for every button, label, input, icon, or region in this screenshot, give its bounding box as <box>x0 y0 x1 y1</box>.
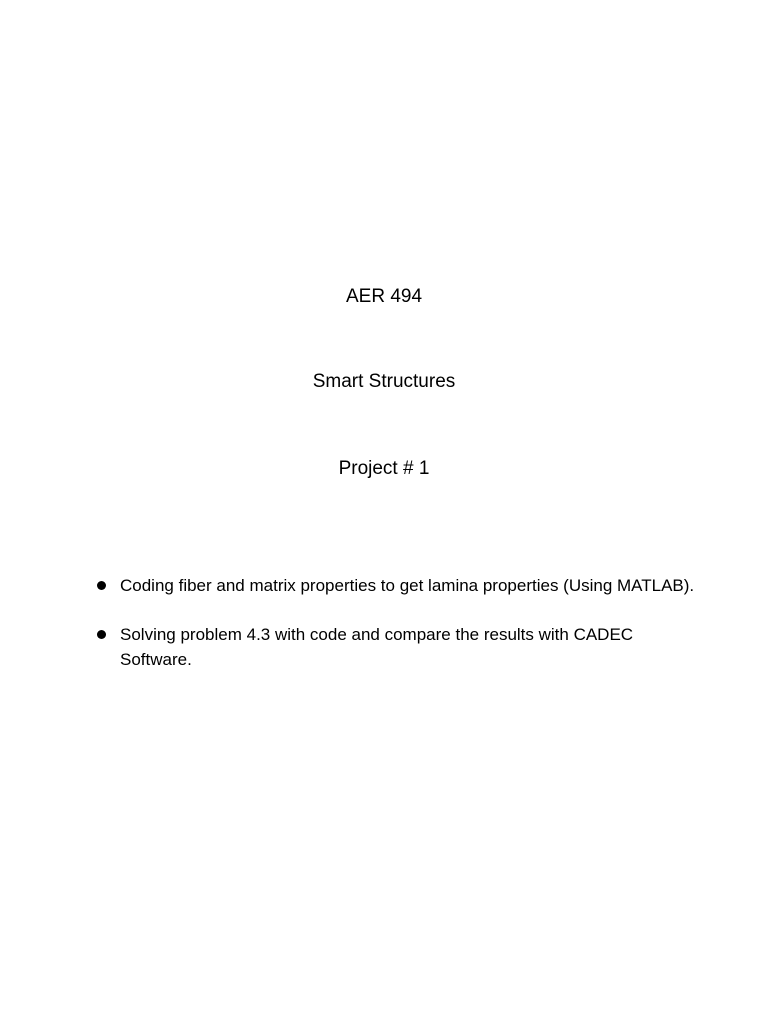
list-item <box>96 573 696 598</box>
task-text: Coding fiber and matrix properties to get lamina properties (Using MATLAB). <box>120 576 695 595</box>
task-text: Solving problem 4.3 with code and compare the results with CADEC Software. <box>120 625 634 669</box>
bullet-icon <box>97 581 106 590</box>
course-title: Smart Structures <box>312 371 456 392</box>
task-list <box>96 573 696 696</box>
course-code: AER 494 <box>345 286 423 307</box>
bullet-icon <box>97 630 106 639</box>
project-label: Project # 1 <box>338 458 430 479</box>
list-item <box>96 622 696 672</box>
